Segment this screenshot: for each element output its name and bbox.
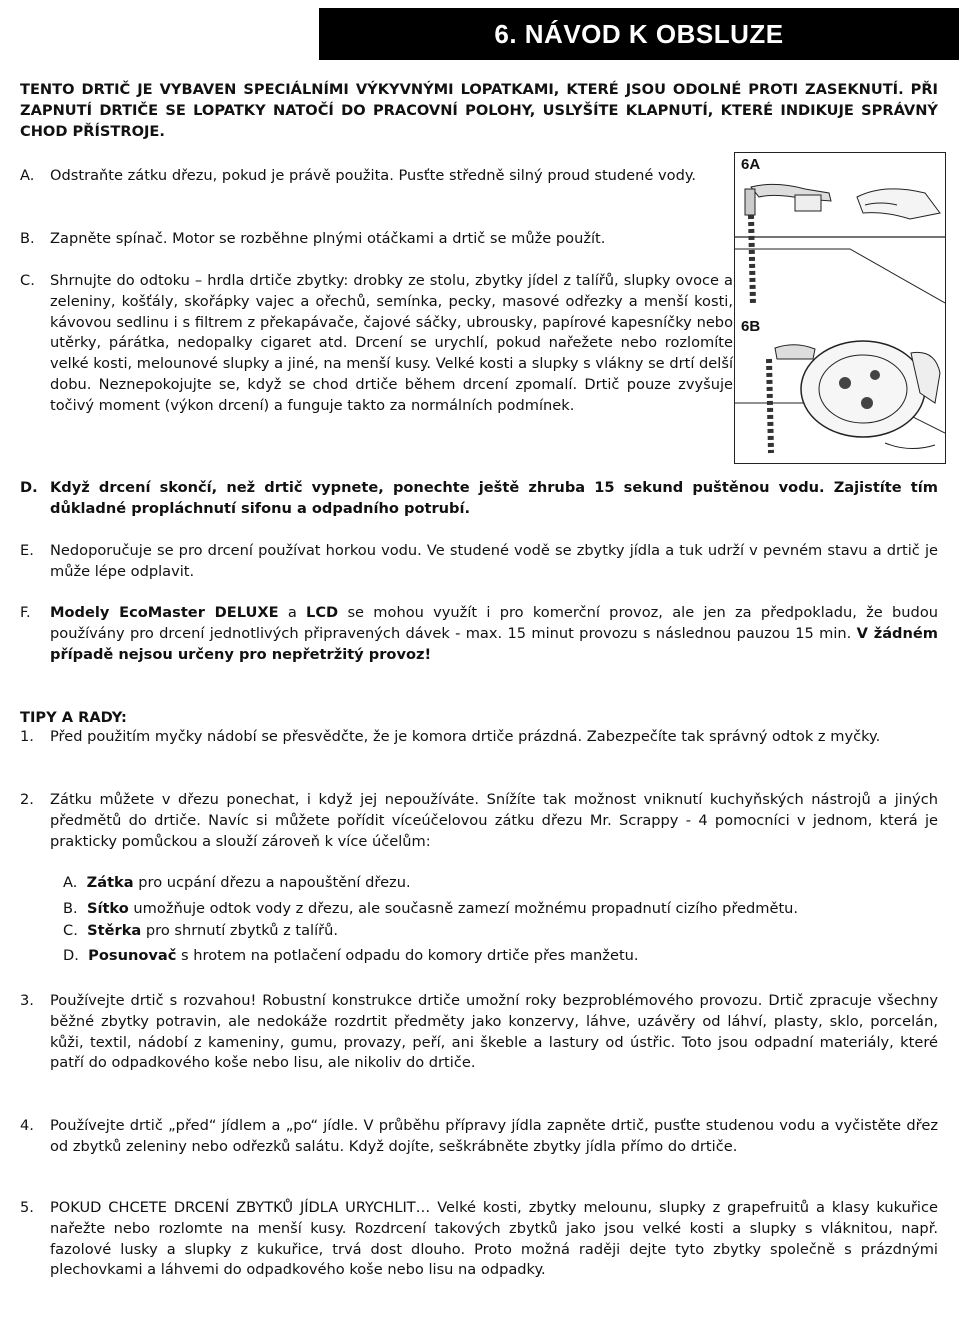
tip-3-text: Používejte drtič s rozvahou! Robustní konstrukce drtiče umožní roky bezproblémového provozu. Drtič zpracuje všechny běžné zbytky potravin, ale nedokáže rozdrtit předměty jako konzervy, láhve, uzávěry od láhví, plasty, sklo, porcelán, kůži, textil, nádobí z kameniny, gumu, provazy, peří, ani škeble a lastury od ústřic. Toto jsou odpadní materiály, které patří do odpadkového koše nebo lisu, ale nikoliv do drtiče. [50, 992, 938, 1072]
tip-3-number: 3. [20, 992, 34, 1009]
tip-2-sub-c: C. Stěrka pro shrnutí zbytků z talířů. [63, 922, 339, 939]
tip-4-number: 4. [20, 1117, 34, 1134]
tip-2-sub-d: D. Posunovač s hrotem na potlačení odpadu do komory drtiče přes manžetu. [63, 947, 639, 964]
step-f-label: F. [20, 604, 31, 621]
tip-5-number: 5. [20, 1199, 34, 1216]
tip-5-text: POKUD CHCETE DRCENÍ ZBYTKŮ JÍDLA URYCHLIT… Velké kosti, zbytky melounu, slupky z grapefruitů a klasy kukuřice nařežte nebo rozlomte na menší kusy. Rozdrcení takových zbytků jako jsou velké kosti a slupky s vláknitou, např. fazolové lusky a slupky z kukuřice, trvá dost dlouho. Proto možná raději dejte tyto zbytky společně s prázdnými plechovkami a láhvemi do odpadkového koše nebo lisu na odpadky. [50, 1199, 938, 1279]
step-b-text: Zapněte spínač. Motor se rozběhne plnými otáčkami a drtič se může použít. [50, 230, 606, 247]
step-e-text: Nedoporučuje se pro drcení používat horkou vodu. Ve studené vodě se zbytky jídla a tuk udrží v pevném stavu a drtič je může lépe odplavit. [50, 542, 938, 580]
step-a-label: A. [20, 167, 35, 184]
intro-warning: TENTO DRTIČ JE VYBAVEN SPECIÁLNÍMI VÝKYVNÝMI LOPATKAMI, KTERÉ JSOU ODOLNÉ PROTI ZASEKNUTÍ. PŘI ZAPNUTÍ DRTIČE SE LOPATKY NATOČÍ DO PRACOVNÍ POLOHY, USLYŠÍTE KLAPNUTÍ, KTERÉ INDIKUJE SPRÁVNÝ CHOD PŘÍSTROJE. [20, 81, 938, 140]
tip-2-number: 2. [20, 791, 34, 808]
tip-1-number: 1. [20, 728, 34, 745]
step-f-text: Modely EcoMaster DELUXE a LCD se mohou využít i pro komerční provoz, ale jen za předpokladu, že budou používány pro drcení jednotlivých připravených dávek - max. 15 minut provozu s následnou pauzou 15 min. V žádném případě nejsou určeny pro nepřetržitý provoz! [50, 604, 938, 663]
tip-4-text: Používejte drtič „před“ jídlem a „po“ jídle. V průběhu přípravy jídla zapněte drtič, pusťte studenou vodu a vyčistěte dřez od zbytků zeleniny nebo odřezků salátu. Když dojíte, seškrábněte zbytky jídla přímo do drtiče. [50, 1117, 938, 1155]
tip-2-text: Zátku můžete v dřezu ponechat, i když jej nepoužíváte. Snížíte tak možnost vniknutí kuchyňských nástrojů a jiných předmětů do drtiče. Navíc si můžete pořídit víceúčelovou zátku dřezu Mr. Scrappy - 4 pomocníci v jednom, která je prakticky pomůckou a slouží zároveň k více účelům: [50, 791, 938, 850]
step-a-text: Odstraňte zátku dřezu, pokud je právě použita. Pusťte středně silný proud studené vody. [50, 167, 697, 184]
step-d-label: D. [20, 479, 38, 496]
step-d-text: Když drcení skončí, než drtič vypnete, ponechte ještě zhruba 15 sekund puštěnou vodu. Zajistíte tím důkladné propláchnutí sifonu a odpadního potrubí. [50, 479, 938, 517]
tip-1-text: Před použitím myčky nádobí se přesvědčte, že je komora drtiče prázdná. Zabezpečíte tak správný odtok z myčky. [50, 728, 881, 745]
step-c-label: C. [20, 272, 35, 289]
figure-label-6b: 6B [741, 318, 761, 335]
section-header: 6. NÁVOD K OBSLUZE [319, 8, 959, 60]
step-b-label: B. [20, 230, 35, 247]
step-e-label: E. [20, 542, 34, 559]
sink-illustration [735, 153, 945, 463]
tips-title: TIPY A RADY: [20, 709, 127, 726]
figure-label-6a: 6A [741, 156, 761, 173]
step-c-text: Shrnujte do odtoku – hrdla drtiče zbytky: drobky ze stolu, zbytky jídel z talířů, slupky ovoce a zeleniny, košťály, skořápky vajec a ořechů, semínka, pecky, masové odřezky a menší kosti, kávovou sedlinu i s filtrem z překapávače, čajové sáčky, ubrousky, papírové kapesníčky nebo utěrky, párátka, nedopalky cigaret atd. Drcení se urychlí, pokud nařežete nebo rozlomíte velké kosti, melounové slupky a jiné, na menší kusy. Velké kosti a slupky s vlákny se drtí delší dobu. Neznepokojujte se, když se chod drtiče během drcení zpomalí. Drtič pouze zvyšuje točivý moment (výkon drcení) a funguje takto za normálních podmínek. [50, 272, 733, 414]
illustration-figure [734, 152, 946, 464]
tip-2-sub-a: A. Zátka pro ucpání dřezu a napouštění dřezu. [63, 874, 411, 891]
tip-2-sub-b: B. Sítko umožňuje odtok vody z dřezu, ale současně zamezí možnému propadnutí cizího předmětu. [63, 900, 799, 917]
